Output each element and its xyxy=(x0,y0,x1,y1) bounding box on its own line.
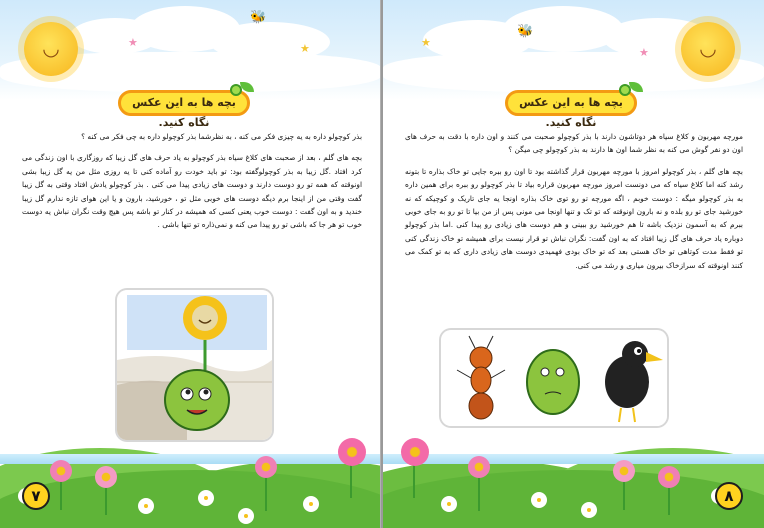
bee-icon: 🐝 xyxy=(517,24,534,39)
paragraph: بذر کوچولو داره به یه چیزی فکر می کنه ، به نظرشما بذر کوچولو داره به چی فکر می کنه ؟ xyxy=(81,132,362,141)
star-icon: ★ xyxy=(421,36,431,49)
page-left xyxy=(0,0,381,528)
body-text xyxy=(22,130,362,240)
bee-icon: 🐝 xyxy=(250,10,267,25)
body-text xyxy=(405,130,743,280)
flower-icon xyxy=(619,84,631,96)
meadow-footer xyxy=(0,440,381,528)
illustration-seed-thinking xyxy=(117,290,272,440)
sun-icon: ◡ xyxy=(681,22,735,76)
flower-icon xyxy=(338,438,366,466)
flower-icon xyxy=(468,456,490,478)
flower-icon xyxy=(658,466,680,488)
star-icon: ★ xyxy=(128,36,138,49)
paragraph: بچه های گلم ، بذر کوچولو امروز با مورچه مهربون قرار گذاشته بود تا اون رو ببره جایی تو خاک بذاره تا بتونه رشد کنه اما کلاغ سیاه که می دونست امروز مورچه مهربون قراره بیاد تا بذر کوچولو رو ببره برای همین داره به بذر کوچولو میگه : دوست خوبم ، اگه مورچه تو رو توی خاک بذاره اونجا یه جای تاریک و کوچیکه که نه خورشید جای تو رو بلده و نه بارون اونوقته که تو تک و تنها اونجا می مونی پس از من بیا تا تو رو به جای خوبی ببرم که به آسمون نزدیک باشه تا هم خورشید رو ببینی و هم دوست های زیادی رو پیدا کنی .اما بذر کوچولو دوباره یاد حرف های گل زیبا افتاد که به اون گفت: نگران نباش تو قرار نیست برای همیشه تو خاک زندگی کنی تو فقط مدت کوتاهی تو خاک هستی بعد که تو خاک بودی فهمیدی دوست های زیادی داری که به تو کمک می کنند اونوقته که سرازخاک بیرون میاری و رشد می کنی. xyxy=(405,166,743,270)
flower-icon xyxy=(613,460,635,482)
flower-icon xyxy=(95,466,117,488)
star-icon: ★ xyxy=(300,42,310,55)
page-number: ۸ xyxy=(715,482,743,510)
banner-title: بچه ها به این عکس نگاه کنید. xyxy=(505,90,637,116)
paragraph: مورچه مهربون و کلاغ سیاه هر دوتاشون دارند با بذر کوچولو صحبت می کنند و اون داره با دقت به حرف های اون دو نفر گوش می کنه به نظر شما اون ها دارند به بذر کوچولو چی میگن ؟ xyxy=(405,132,743,155)
page-right xyxy=(383,0,764,528)
flower-icon xyxy=(230,84,242,96)
paragraph: بچه های گلم ، بعد از صحبت های کلاغ سیاه بذر کوچولو به یاد حرف های گل زیبا که روزگاری با اون زندگی می کرد افتاد .گل زیبا به بذر کوچولوگفته بود: تو باید خودت رو آماده کنی تا یه روزی مثل من یه گل زیبا بشی اونوقته که همه تو رو دوست دارند و دوست های زیادی پیدا می کنی . بذر کوچولو یادش افتاد وقتی به گل زیبا گفت وقتی من از اینجا برم دیگه دوست های خوبی مثل تو ، خورشید، بارون و یا این هوای تازه ندارم گل زیبا خندید و به اون گفت : دوست خوب یعنی کسی که همیشه در کنار تو باشه پس هیچ وقت نگران نباش یه دوست خوب تو هر جا که باشی تو رو پیدا می کنه و نمی‌ذاره تو تنها باشی . xyxy=(22,153,362,230)
banner-title: بچه ها به این عکس نگاه کنید. xyxy=(118,90,250,116)
page-number: ۷ xyxy=(22,482,50,510)
sun-icon: ◡ xyxy=(24,22,78,76)
seed-character xyxy=(165,370,229,430)
meadow-footer xyxy=(383,440,764,528)
star-icon: ★ xyxy=(639,46,649,59)
illustration-ant-seed-crow xyxy=(441,330,667,426)
flower-icon xyxy=(50,460,72,482)
seed-character xyxy=(527,350,579,414)
flower-icon xyxy=(255,456,277,478)
flower-icon xyxy=(401,438,429,466)
